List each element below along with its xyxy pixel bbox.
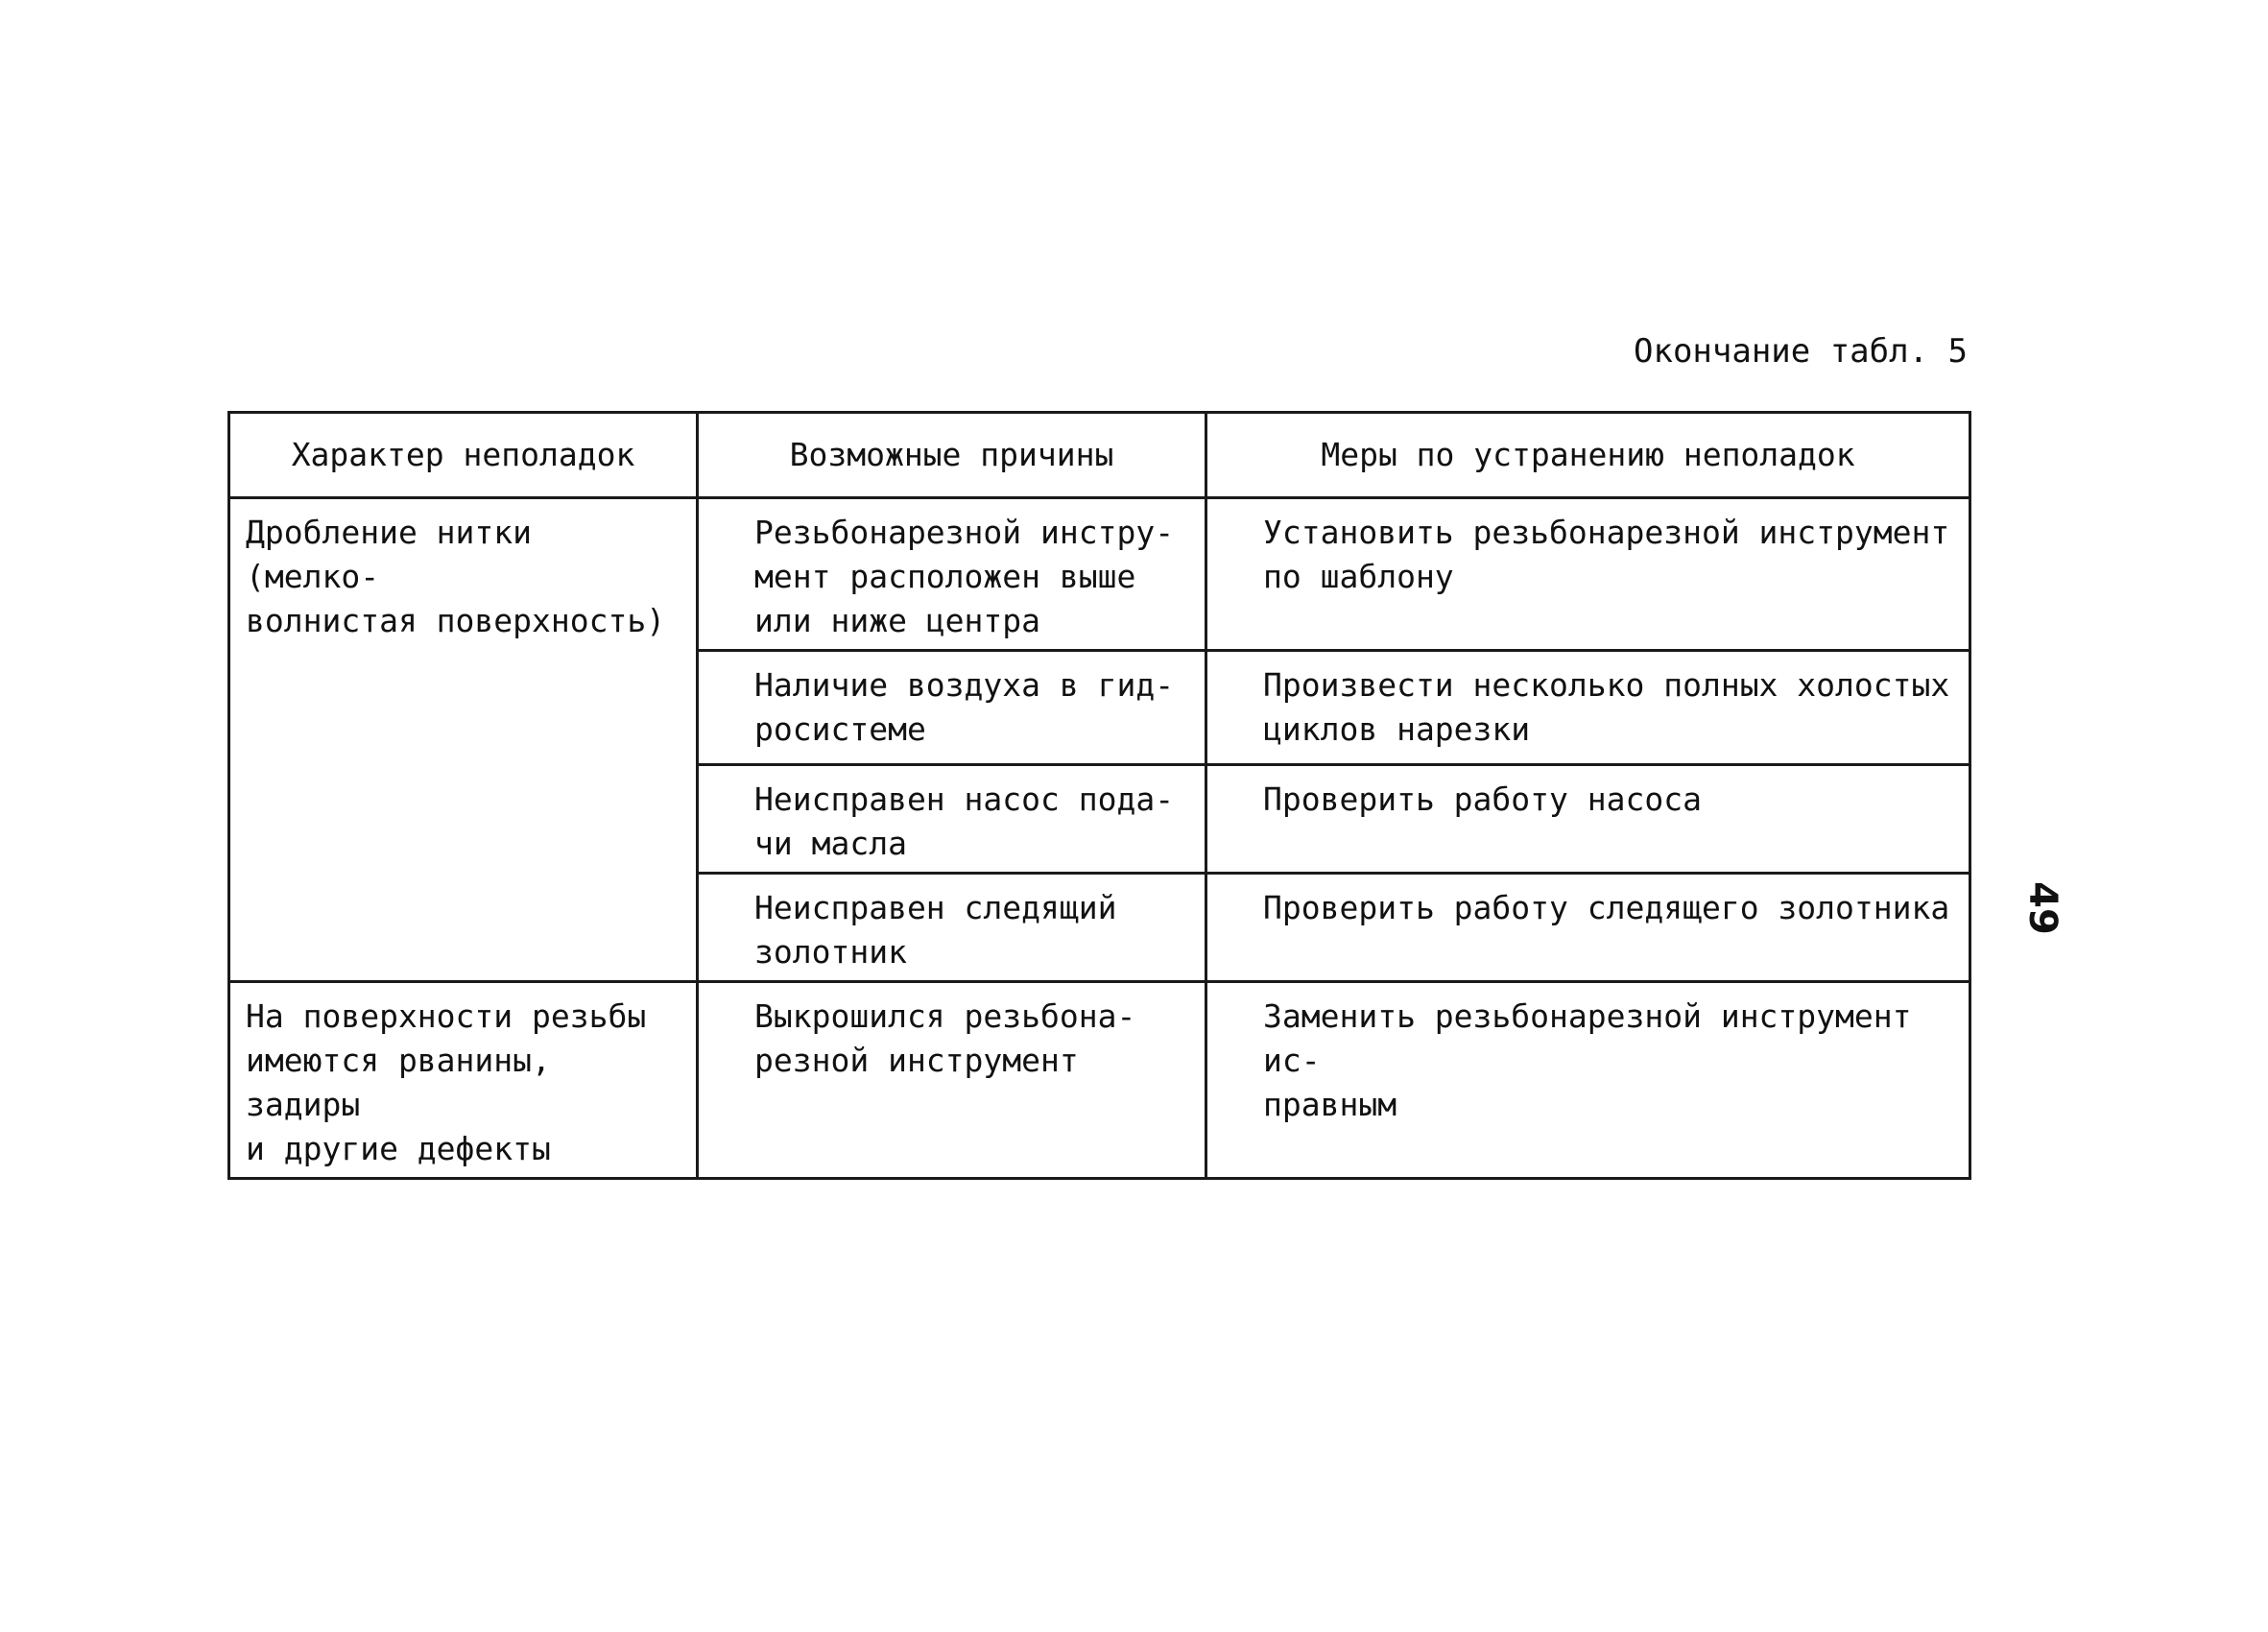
page-number: 49 [2019, 881, 2065, 935]
table-row [229, 982, 1970, 1179]
defect-cell [229, 982, 698, 1179]
remedy-text: Проверить работу следящего золотника [1263, 889, 1950, 926]
remedy-cell [1206, 874, 1970, 982]
remedy-text: Проверить работу насоса [1263, 780, 1702, 818]
table-row [229, 498, 1970, 651]
troubleshooting-table [227, 411, 1971, 1180]
header-cause [698, 413, 1206, 498]
remedy-text: Заменить резьбонарезной инструмент ис- правным [1263, 997, 1912, 1123]
cause-cell [698, 982, 1206, 1179]
defect-text: Дробление нитки (мелко- волнистая поверхность) [246, 514, 666, 639]
table-header-row [229, 413, 1970, 498]
remedy-cell [1206, 651, 1970, 765]
cause-text: Резьбонарезной инстру- мент расположен выше или ниже центра [754, 514, 1175, 639]
remedy-text: Произвести несколько полных холостых циклов нарезки [1263, 666, 1950, 748]
remedy-cell [1206, 498, 1970, 651]
cause-text: Наличие воздуха в гид- росистеме [754, 666, 1175, 748]
remedy-text: Установить резьбонарезной инструмент по шаблону [1263, 514, 1950, 595]
cause-text: Выкрошился резьбона- резной инструмент [754, 997, 1136, 1079]
header-defect [229, 413, 698, 498]
header-defect-label: Характер неполадок [291, 436, 635, 473]
defect-cell [229, 498, 698, 982]
remedy-cell [1206, 982, 1970, 1179]
header-remedy-label: Меры по устранению неполадок [1321, 436, 1855, 473]
cause-text: Неисправен насос пода- чи масла [754, 780, 1175, 862]
defect-text: На поверхности резьбы имеются рванины, задиры и другие дефекты [246, 997, 647, 1167]
cause-cell [698, 651, 1206, 765]
cause-cell [698, 874, 1206, 982]
header-remedy [1206, 413, 1970, 498]
cause-cell [698, 765, 1206, 874]
cause-cell [698, 498, 1206, 651]
table-caption: Окончание табл. 5 [1634, 332, 1968, 371]
remedy-cell [1206, 765, 1970, 874]
header-cause-label: Возможные причины [789, 436, 1114, 473]
cause-text: Неисправен следящий золотник [754, 889, 1117, 971]
